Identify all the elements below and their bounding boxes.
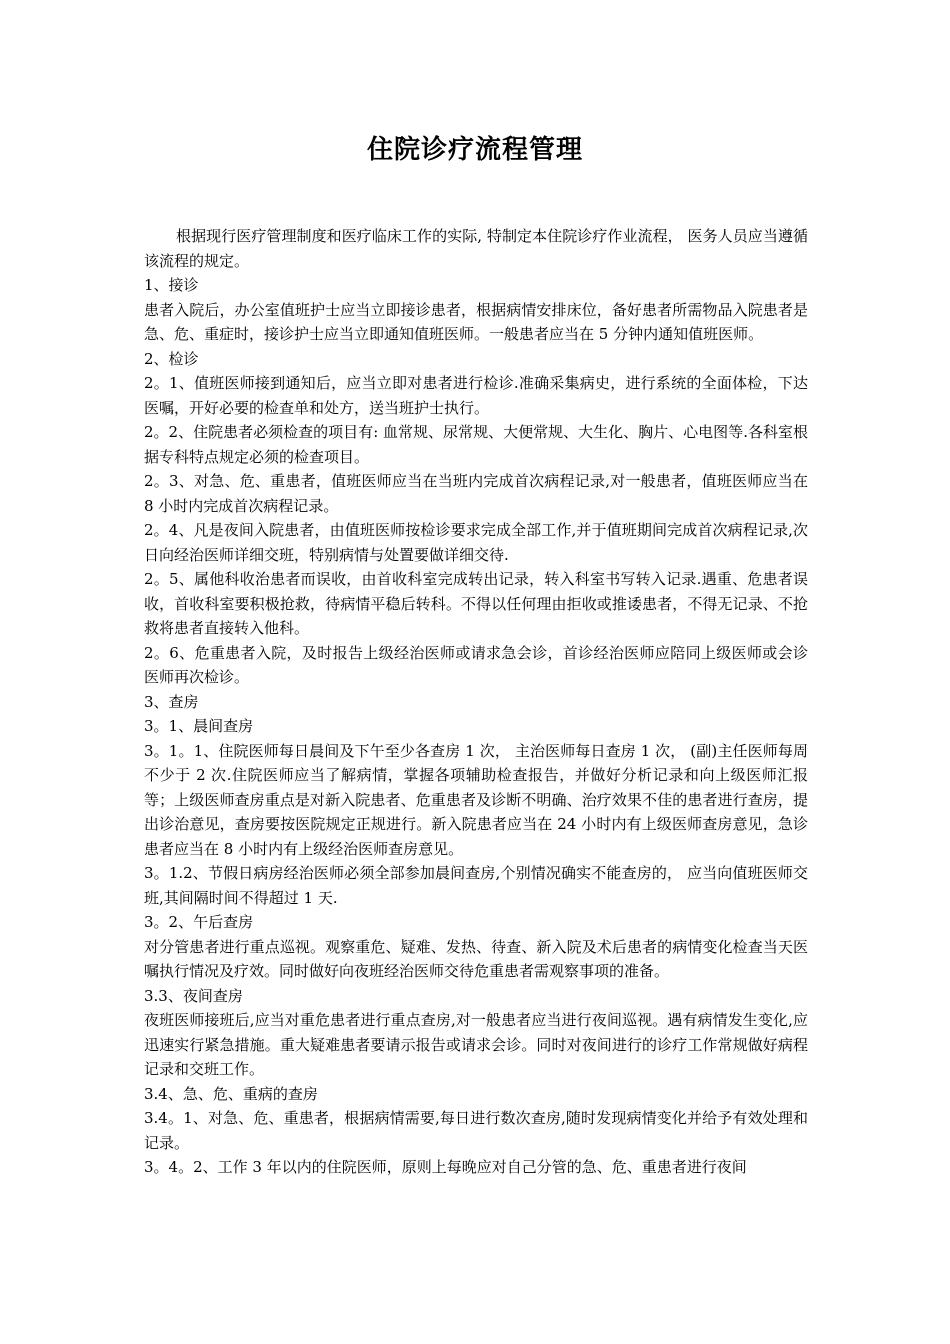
subsection-heading-afternoon-rounds: 3。2、午后查房: [144, 913, 254, 931]
subsection-heading-critical-rounds: 3.4、急、危、重病的查房: [144, 1084, 318, 1103]
paragraph: 对分管患者进行重点巡视。观察重危、疑难、发热、待查、新入院及术后患者的病情变化检查当天医嘱执行情况及疗效。同时做好向夜班经治医师交待危重患者需观察事项的准备。: [144, 937, 808, 980]
paragraph: 2。6、危重患者入院，及时报告上级经治医师或请求急会诊，首诊经治医师应陪同上级医师或会诊医师再次检诊。: [144, 643, 808, 686]
section-heading-examination: 2、检诊: [144, 349, 199, 368]
paragraph: 2。1、值班医师接到通知后，应当立即对患者进行检诊.准确采集病史，进行系统的全面体检，下达医嘱，开好必要的检查单和处方，送当班护士执行。: [144, 374, 808, 417]
paragraph: 3.4。1、对急、危、重患者，根据病情需要,每日进行数次查房,随时发现病情变化并给予有效处理和记录。: [144, 1109, 808, 1152]
document-title: 住院诊疗流程管理: [366, 135, 583, 165]
document-body: [144, 224, 808, 1180]
paragraph: 患者入院后，办公室值班护士应当立即接诊患者，根据病情安排床位，备好患者所需物品入院患者是急、危、重症时，接诊护士应当立即通知值班医师。一般患者应当在 5 分钟内通知值班医师。: [144, 300, 808, 343]
paragraph: 2。5、属他科收治患者而误收，由首收科室完成转出记录，转入科室书写转入记录.遇重、危患者误收，首收科室要积极抢救，待病情平稳后转科。不得以任何理由拒收或推诿患者，不得无记录、不抢救将患者直接转入他科。: [144, 570, 808, 637]
paragraph: 3。1.2、节假日病房经治医师必须全部参加晨间查房,个别情况确实不能查房的， 应当向值班医师交班,其间隔时间不得超过 1 天.: [144, 864, 808, 907]
paragraph: 2。4、凡是夜间入院患者，由值班医师按检诊要求完成全部工作,并于值班期间完成首次病程记录,次日向经治医师详细交班，特别病情与处置要做详细交待.: [144, 521, 808, 564]
paragraph: 夜班医师接班后,应当对重危患者进行重点查房,对一般患者应当进行夜间巡视。遇有病情发生变化,应迅速实行紧急措施。重大疑难患者要请示报告或请求会诊。同时对夜间进行的诊疗工作常规做好病程记录和交班工作。: [144, 1011, 808, 1078]
paragraph: 3。4。2、工作 3 年以内的住院医师，原则上每晚应对自己分管的急、危、重患者进行夜间: [144, 1158, 747, 1176]
subsection-heading-night-rounds: 3.3、夜间查房: [144, 986, 243, 1005]
paragraph: 3。1。1、住院医师每日晨间及下午至少各查房 1 次， 主治医师每日查房 1 次， (副)主任医师每周不少于 2 次.住院医师应当了解病情，掌握各项辅助检查报告，并做好分析记录和向上级医师汇报等；上级医师查房重点是对新入院患者、危重患者及诊断不明确、治疗效果不佳的患者进行查房，提出诊治意见，查房要按医院规定正规进行。新入院患者应当在 24 小时内有上级医师查房意见，急诊患者应当在 8 小时内有上级经治医师查房意见。: [144, 741, 808, 858]
paragraph: 2。2、住院患者必须检查的项目有: 血常规、尿常规、大便常规、大生化、胸片、心电图等.各科室根据专科特点规定必须的检查项目。: [144, 423, 808, 466]
paragraph: 2。3、对急、危、重患者，值班医师应当在当班内完成首次病程记录,对一般患者，值班医师应当在 8 小时内完成首次病程记录。: [144, 472, 808, 515]
section-heading-reception: 1、接诊: [144, 276, 199, 294]
section-heading-ward-rounds: 3、查房: [144, 692, 199, 711]
subsection-heading-morning-rounds: 3。1、晨间查房: [144, 717, 254, 735]
intro-paragraph: 根据现行医疗管理制度和医疗临床工作的实际, 特制定本住院诊疗作业流程， 医务人员应当遵循该流程的规定。: [144, 227, 808, 270]
